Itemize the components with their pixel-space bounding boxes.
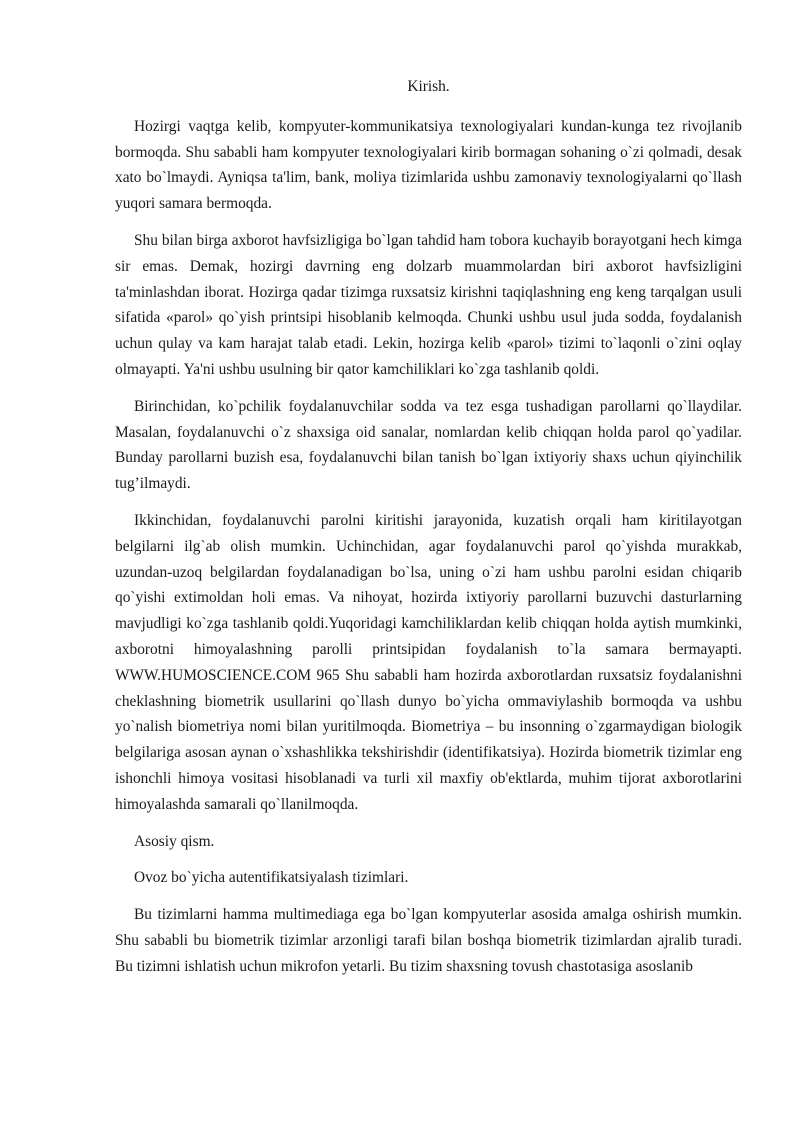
paragraph-first-drawback: Birinchidan, ko`pchilik foydalanuvchilar sodda va tez esga tushadigan parollarni qo`llaydilar. Masalan, foydalanuvchi o`z shaxsiga oid sanalar, nomlardan kelib chiqqan holda parol qo`yadilar. Bunday parollarni buzish esa, foydalanuvchi bilan tanish bo`lgan ixtiyoriy shaxs uchun qiyinchilik tug’ilmaydi. xyxy=(115,397,742,493)
paragraph-voice-systems: Bu tizimlarni hamma multimediaga ega bo`lgan kompyuterlar asosida amalga oshirish mumkin. Shu sababli bu biometrik tizimlar arzonligi tarafi bilan boshqa biometrik tizimlardan ajralib turadi. Bu tizimni ishlatish uchun mikrofon yetarli. Bu tizim shaxsning tovush chastotasiga asoslanib xyxy=(115,906,742,975)
paragraph-biometrics: Ikkinchidan, foydalanuvchi parolni kiritishi jarayonida, kuzatish orqali ham kiritilayotgan belgilarni ilg`ab olish mumkin. Uchinchidan, agar foydalanuvchi parol qo`yishda murakkab, uzundan-uzoq belgilardan foydalanadigan bo`lsa, uning o`zi ham ushbu parolni esidan chiqarib qo`yishi extimoldan holi emas. Va nihoyat, hozirda ixtiyoriy parollarni buzuvchi dasturlarning mavjudligi ko`zga tashlanib qoldi.Yuqoridagi kamchiliklardan kelib chiqqan holda aytish mumkinki, axborotni himoyalashning parolli printsipidan foydalanish to`la samara bermayapti. WWW.HUMOSCIENCE.COM 965 Shu sababli ham hozirda axborotlardan ruxsatsiz foydalanishni cheklashning biometrik usullarini qo`llash dunyo bo`yicha ommaviylashib bormoqda va ushbu yo`nalish biometriya nomi bilan yuritilmoqda. Biometriya – bu insonning o`zgarmaydigan biologik belgilariga asosan aynan o`xshashlikka tekshirishdir (identifikatsiya). Hozirda biometrik tizimlar eng ishonchli himoya vositasi hisoblanadi va turli xil maxfiy ob'ektlarda, muhim tijorat axborotlarini himoyalashda samarali qo`llanilmoqda. xyxy=(115,511,742,813)
document-title: Kirish. xyxy=(407,78,450,95)
document-page xyxy=(115,74,742,991)
section-heading: Asosiy qism. xyxy=(134,832,215,850)
subsection-heading: Ovoz bo`yicha autentifikatsiyalash tizimlari. xyxy=(134,869,409,887)
paragraph-security-threat: Shu bilan birga axborot havfsizligiga bo`lgan tahdid ham tobora kuchayib borayotgani hech kimga sir emas. Demak, hozirgi davrning eng dolzarb muammolardan biri axborot havfsizligini ta'minlashdan iborat. Hozirga qadar tizimga ruxsatsiz kirishni taqiqlashning eng keng tarqalgan usuli sifatida «parol» qo`yish printsipi hisoblanib kelmoqda. Chunki ushbu usul juda sodda, foydalanish uchun qulay va kam harajat talab etadi. Lekin, hozirga kelib «parol» tizimi to`laqonli o`zini oqlay olmayapti. Ya'ni ushbu usulning bir qator kamchiliklari ko`zga tashlanib qoldi. xyxy=(115,231,742,378)
paragraph-intro: Hozirgi vaqtga kelib, kompyuter-kommunikatsiya texnologiyalari kundan-kunga tez rivojlanib bormoqda. Shu sababli ham kompyuter texnologiyalari kirib bormagan sohaning o`zi qolmadi, desak xato bo`lmaydi. Ayniqsa ta'lim, bank, moliya tizimlarida ushbu zamonaviy texnologiyalarni qo`llash yuqori samara bermoqda. xyxy=(115,117,742,213)
